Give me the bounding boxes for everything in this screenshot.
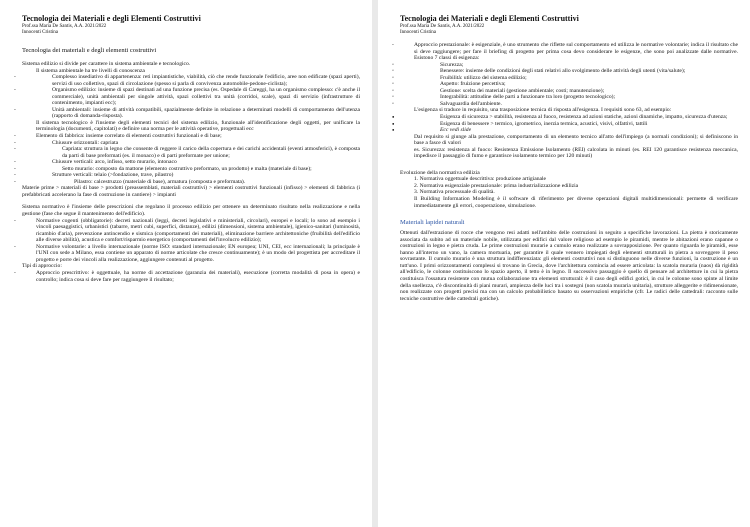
list-item-text: Normativa processuale di qualità. <box>419 189 495 196</box>
list-item: ◦ Gestione: scelta dei materiali (gestione ambientale; costi; manutenzione); <box>400 88 738 95</box>
paragraph: Sistema normativo è l'insieme delle prescrizioni che regolano il processo edilizio per ottenere un determinato risultato nella realizzazione e nella gestione (fase che segue il mantenimento dell'edificio). <box>22 204 360 218</box>
list-item: ◦ Aspetto: fruizione percettiva; <box>400 81 738 88</box>
professor-line: Prof.ssa Maria De Santis, A.A. 2021/2022 <box>22 24 107 29</box>
paragraph: Materie prime > materiali di base > prodotti (preassemblati, materiali costruttivi) > elementi costruttivi funzionali (infisso) > elementi di fabbrica (i prefabbricati accelerano la fase di costruzione in cantiere) > impianti <box>22 185 360 198</box>
student-name: Innocenti Cristina <box>400 30 436 35</box>
left-page <box>0 0 372 527</box>
list-item: - Setto murario: composto da mattone (elemento costruttivo preformato, un prodotto) e malta (materiale di base); <box>22 166 360 173</box>
list-item: - Pilastro: calcestruzzo (materiale di base), armatura (composta e preformata). <box>22 179 360 186</box>
list-item-text: Normativa oggettuale descrittiva: produzione artigianale <box>419 176 547 183</box>
list-item: - Organismo edilizio: insieme di spazi destinati ad una funzione precisa (es. Ospedale di Careggi, ha un organismo complesso: c'è anche il commerciale), unità ambientali per singole attività, spazi collettivi tra unità (corridoi, scale), spazi di servizio (infrastrutture di contenimento, impianti ecc); <box>22 87 360 107</box>
list-item: ◦ Fruibilità: utilizzo del sistema edilizio; <box>400 75 738 82</box>
list-item: - Normative volontarie: a livello internazionale (norme ISO: standard internazionale; EN europea; UNI, CEI, ecc internazionali; la principale è l'UNI con sede a Milano, essa contiene un apparato di norme articolate che cresce continuamente); è un modo del progettista per accreditare il progetto e porre dei vincoli alla realizzazione, aggiungere contenuti al progetto. <box>22 244 360 264</box>
student-name: Innocenti Cristina <box>22 30 58 35</box>
list-item: - Chiusure orizzontali: capriata <box>22 140 360 147</box>
list-item: ◦ Salvaguardia dell'ambiente. <box>400 101 738 108</box>
list-item: - Approccio prestazionale: è esigenziale, è uno strumento che riflette sul comportamento ed utilizza le normative volontarie; indica il risultato che si deve raggiungere; per fare il briefing di progetto per prima cosa devo considerare le esigenze, che sono poi analizzate dalle normative. Esistono 7 classi di esigenza: <box>400 42 738 62</box>
list-item: ◦ Benessere: insieme delle condizioni degli stati relativi allo svolgimento delle attività degli utenti (vita/salute); <box>400 68 738 75</box>
list-item: - Normative cogenti (obbligatorie): decreti nazionali (leggi, decreti legislativi e ministeriali, circolari), europei e locali; lo sono ad esempio i vincoli paesaggistici, urbanistici (tabarre, metri cubi, superfici, distanze), edilizi (dimensioni, sistema ambientale), igienico-sanitari (luminosità, ricambio d'aria), prevenzione antincendio e sismica (comportamenti dei materiali), eliminazione barriere architettoniche (fruibilità dell'edificio alle diverse abilità), acustica e comfort/risparmio energetico (comportamenti dell'involucro edilizio); <box>22 218 360 244</box>
paragraph: Dal requisito si giunge alla prestazione, comportamento di un elemento tecnico all'atto dell'impiego (a normali condizioni); si definiscono in base a fasce di valori <box>414 133 738 147</box>
paragraph: Sistema edilizio si divide per carattere in sistema ambientale e tecnologico. <box>22 61 191 67</box>
list-item: - Unità ambientali: insieme di attività compatibili, spazialmente definite in relazione a determinati modelli di comportamento dell'utenza (rapporto di domanda-risposta). <box>22 107 360 120</box>
left-page-content <box>22 14 360 283</box>
paragraph: Il sistema tecnologico è l'insieme degli elementi tecnici del sistema edilizio, funzionale all'identificazione degli oggetti, per unificare la terminologia (documenti, capitolati) e definire una norma per le attività operative, progettuali ecc <box>36 119 360 133</box>
section-title: Materiali lapidei naturali <box>400 219 465 227</box>
list-item: - Complesso insediativo di appartenenza: reti impiantistiche, viabilità, ciò che rende funzionale l'edificio, aree non edificate (spazi aperti), servizi di uso collettivo, spazi di circolazione (spesso si parla di convivenza automobile-pedone-ciclista); <box>22 74 360 87</box>
list-item: ◦ Integrabilità: attitudine delle parti a funzionare tra loro (progetto tecnologico); <box>400 94 738 101</box>
right-page-content <box>400 14 738 302</box>
paragraph: Evoluzione della normativa edilizia <box>400 169 480 176</box>
list-item: ● Esigenza di sicurezza > stabilità, resistenza al fuoco, resistenza ad azioni statiche, azioni dinamiche, impatto, sicurezza d'utenza; <box>400 114 738 121</box>
list-item: ● Ecc vedi slide <box>400 127 738 134</box>
list-item: - Chiusure verticali: arco, infisso, setto murario, intonaco <box>22 159 360 166</box>
list-item: ◦ Sicurezza; <box>400 62 738 69</box>
list-item: 2. Normativa esigenziale prestazionale: prima industrializzazione edilizia <box>414 182 579 189</box>
document-title: Tecnologia dei Materiali e degli Elementi Costruttivi <box>22 14 201 23</box>
document-title: Tecnologia dei Materiali e degli Elementi Costruttivi <box>400 14 579 23</box>
list-item: - Approccio prescrittivo: è oggettuale, ha norme di accettazione (garanzia dei materiali), esecuzione (corretta modalità di posa in opera) e controllo; indica cosa si deve fare per raggiungere il risultato; <box>22 270 360 283</box>
list-item: ● Esigenza di benessere > termico, igrometrico, inerzia termica, acustici, visivi, olfattivi, tattili <box>400 121 738 128</box>
list-item: 1. Normativa oggettuale descrittiva: produzione artigianale <box>414 176 547 183</box>
paragraph: L'esigenza si traduce in requisito, una trasposizione tecnica di risposta all'esigenza. I requisiti sono 63, ad esempio: <box>414 107 672 114</box>
paragraph: Ottenuti dall'estrazione di rocce che vengono resi adatti nell'ambito delle costruzioni in seguito a specifiche lavorazioni. La pietra è storicamente associata da subito ad un materiale nobile, utilizzata per edifici dal valore religioso ad esempio le piramidi, mentre le abitazioni erano capanne o costruzioni in legno e pietra cruda. Le prime costruzioni murarie a cumulo erano realizzate a sovrapposizione. Per quanto riguarda le piramidi, esse hanno all'interno un vano, la camera mortuaria, per garantire il quale vennero impiegati degli elementi strutturali in pietra a sovreggere il peso sovrastante. Il cumulo murario è una struttura indifferenziata: gli elementi costruttivi non si distinguono nelle diverse funzioni, la costruzione è un tutt'uno. I primi orizzontamenti complessi si trovano in Grecia, dove l'architettura comincia ad essere articolata: la scatola muraria (naos) dà rigidità all'edificio, le colonne costituiscono lo spazio aperto, il tetto è in legno. Il successivo passaggio è quello di pensare ad architetture in cui la pietra costituisca l'ossatura resistente con mutua collaborazione tra elementi strutturali: è il caso degli edifici gotici, in cui le colonne sono spinte al limite della snellezza, c'è discontinuità di piani murari, ampiezza delle luci tra i sostegni (non scatola muraria unitaria), strutture alleggerite e ridimensionate, non realizzate con progetti precisi ma con un calcolo probabilistico basato su osservazioni empiriche (cfr. Le radici delle cattedrali: racconto sulle tecniche costruttive delle cattedrali gotiche). <box>400 230 738 302</box>
list-item: - Capriata: struttura in legno che consente di reggere il carico della copertura e dei carichi accidentali (eventi atmosferici), è composta da parti di base preformati (es. il monaco) e di parti preformate per unione; <box>22 146 360 159</box>
list-item-text: Normativa esigenziale prestazionale: prima industrializzazione edilizia <box>419 182 579 189</box>
paragraph: Il Building Information Modeling è il software di riferimento per diverse operazioni digitali multidimensionali: permette di verificare immediatamente gli errori, cooperazione, simulazione. <box>414 196 738 209</box>
list-item: 3. Normativa processuale di qualità. <box>414 189 495 196</box>
paragraph: Il sistema ambientale ha tre livelli di conoscenza <box>36 67 145 74</box>
paragraph: Tipi di approccio: <box>22 263 62 270</box>
paragraph: es. Sicurezza: resistenza al fuoco: Resistenza Emissione Isolamento (REI) calcolata in minuti (es. REI 120 garantisce resistenza meccanica, impedisce il passaggio di fumo e garantisce isolamento termico per 120 minuti) <box>414 146 738 160</box>
professor-line: Prof.ssa Maria De Santis, A.A. 2021/2022 <box>400 24 485 29</box>
list-item: - Elemento di fabbrica: insieme correlato di elementi costruttivi funzionali e di base; <box>22 133 360 140</box>
right-page <box>378 0 750 527</box>
list-item: - Strutture verticali: telaio (>fondazione, trave, pilastro) <box>22 172 360 179</box>
section-title: Tecnologia dei materiali e degli elementi costruttivi <box>22 47 157 54</box>
